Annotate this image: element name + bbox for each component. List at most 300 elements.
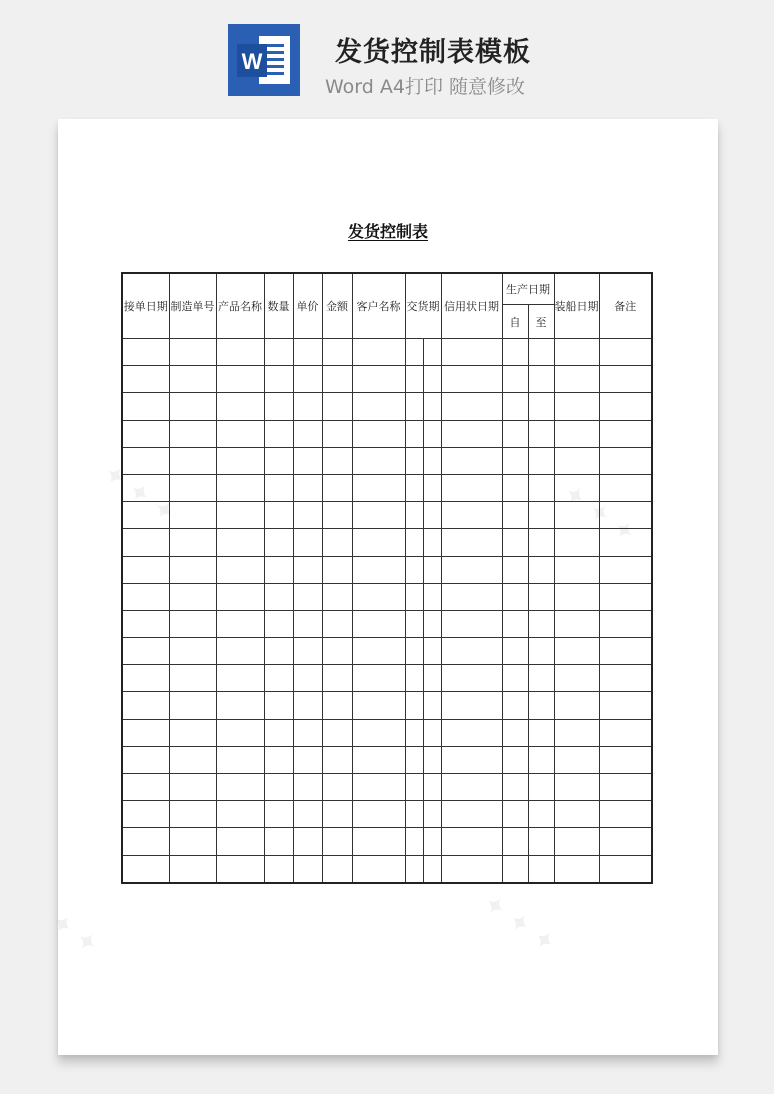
table-cell[interactable] bbox=[293, 339, 322, 366]
table-cell[interactable] bbox=[216, 583, 264, 610]
table-cell[interactable] bbox=[423, 502, 441, 529]
table-cell[interactable] bbox=[322, 665, 352, 692]
table-cell[interactable] bbox=[502, 447, 528, 474]
table-cell[interactable] bbox=[554, 556, 599, 583]
table-cell[interactable] bbox=[169, 339, 216, 366]
table-cell[interactable] bbox=[169, 447, 216, 474]
table-cell[interactable] bbox=[502, 746, 528, 773]
table-cell[interactable] bbox=[528, 366, 554, 393]
table-cell[interactable] bbox=[554, 366, 599, 393]
table-cell[interactable] bbox=[599, 393, 652, 420]
table-cell[interactable] bbox=[554, 610, 599, 637]
table-cell[interactable] bbox=[293, 828, 322, 855]
table-cell[interactable] bbox=[423, 692, 441, 719]
table-cell[interactable] bbox=[423, 447, 441, 474]
table-cell[interactable] bbox=[264, 719, 293, 746]
table-cell[interactable] bbox=[423, 583, 441, 610]
table-cell[interactable] bbox=[216, 393, 264, 420]
table-cell[interactable] bbox=[441, 529, 502, 556]
table-cell[interactable] bbox=[264, 801, 293, 828]
table-cell[interactable] bbox=[169, 665, 216, 692]
table-cell[interactable] bbox=[122, 556, 169, 583]
shipping-control-table bbox=[121, 272, 653, 884]
table-cell[interactable] bbox=[352, 393, 405, 420]
table-cell[interactable] bbox=[122, 665, 169, 692]
table-cell[interactable] bbox=[502, 719, 528, 746]
table-cell[interactable] bbox=[502, 692, 528, 719]
table-cell[interactable] bbox=[441, 393, 502, 420]
table-cell[interactable] bbox=[405, 692, 423, 719]
table-cell[interactable] bbox=[599, 339, 652, 366]
table-cell[interactable] bbox=[528, 746, 554, 773]
table-cell[interactable] bbox=[216, 502, 264, 529]
table-cell[interactable] bbox=[599, 610, 652, 637]
table-cell[interactable] bbox=[528, 638, 554, 665]
table-cell[interactable] bbox=[423, 529, 441, 556]
table-cell[interactable] bbox=[264, 746, 293, 773]
table-cell[interactable] bbox=[502, 556, 528, 583]
table-cell[interactable] bbox=[599, 774, 652, 801]
table-cell[interactable] bbox=[322, 583, 352, 610]
table-cell[interactable] bbox=[528, 583, 554, 610]
table-cell[interactable] bbox=[405, 502, 423, 529]
table-cell[interactable] bbox=[405, 665, 423, 692]
table-cell[interactable] bbox=[502, 583, 528, 610]
table-cell[interactable] bbox=[502, 665, 528, 692]
table-cell[interactable] bbox=[502, 393, 528, 420]
table-row bbox=[122, 474, 652, 501]
table-cell[interactable] bbox=[502, 638, 528, 665]
table-cell[interactable] bbox=[322, 638, 352, 665]
table-cell[interactable] bbox=[352, 665, 405, 692]
table-cell[interactable] bbox=[554, 474, 599, 501]
table-cell[interactable] bbox=[322, 774, 352, 801]
page-subtitle: Word A4打印 随意修改 bbox=[325, 76, 526, 98]
table-cell[interactable] bbox=[122, 339, 169, 366]
table-cell[interactable] bbox=[264, 529, 293, 556]
watermark: ✦ ✦ bbox=[44, 906, 104, 962]
table-cell[interactable] bbox=[122, 855, 169, 883]
table-cell[interactable] bbox=[599, 719, 652, 746]
table-cell[interactable] bbox=[441, 719, 502, 746]
table-cell[interactable] bbox=[169, 393, 216, 420]
table-cell[interactable] bbox=[405, 610, 423, 637]
table-cell[interactable] bbox=[423, 339, 441, 366]
table-cell[interactable] bbox=[405, 447, 423, 474]
watermark: ✦ ✦ ✦ bbox=[96, 458, 182, 530]
table-cell[interactable] bbox=[528, 692, 554, 719]
table-cell[interactable] bbox=[405, 474, 423, 501]
table-cell[interactable] bbox=[169, 801, 216, 828]
table-cell[interactable] bbox=[352, 474, 405, 501]
table-cell[interactable] bbox=[405, 801, 423, 828]
table-cell[interactable] bbox=[293, 801, 322, 828]
table-cell[interactable] bbox=[322, 529, 352, 556]
table-cell[interactable] bbox=[423, 556, 441, 583]
table-cell[interactable] bbox=[599, 746, 652, 773]
table-cell[interactable] bbox=[599, 801, 652, 828]
table-cell[interactable] bbox=[264, 610, 293, 637]
table-cell[interactable] bbox=[264, 474, 293, 501]
table-cell[interactable] bbox=[528, 719, 554, 746]
table-cell[interactable] bbox=[441, 583, 502, 610]
table-cell[interactable] bbox=[528, 855, 554, 883]
table-cell[interactable] bbox=[216, 339, 264, 366]
table-cell[interactable] bbox=[293, 719, 322, 746]
table-row bbox=[122, 529, 652, 556]
table-cell[interactable] bbox=[599, 474, 652, 501]
table-cell[interactable] bbox=[554, 339, 599, 366]
table-cell[interactable] bbox=[502, 855, 528, 883]
table-cell[interactable] bbox=[352, 447, 405, 474]
table-cell[interactable] bbox=[122, 774, 169, 801]
table-cell[interactable] bbox=[322, 393, 352, 420]
table-cell[interactable] bbox=[423, 719, 441, 746]
table-cell[interactable] bbox=[405, 583, 423, 610]
table-cell[interactable] bbox=[502, 774, 528, 801]
table-cell[interactable] bbox=[293, 529, 322, 556]
table-cell[interactable] bbox=[264, 447, 293, 474]
table-cell[interactable] bbox=[293, 583, 322, 610]
table-cell[interactable] bbox=[352, 420, 405, 447]
table-cell[interactable] bbox=[405, 420, 423, 447]
table-cell[interactable] bbox=[528, 801, 554, 828]
table-cell[interactable] bbox=[264, 855, 293, 883]
table-cell[interactable] bbox=[352, 529, 405, 556]
table-cell[interactable] bbox=[216, 719, 264, 746]
table-cell[interactable] bbox=[554, 447, 599, 474]
table-cell[interactable] bbox=[322, 855, 352, 883]
table-cell[interactable] bbox=[405, 529, 423, 556]
table-cell[interactable] bbox=[264, 638, 293, 665]
table-cell[interactable] bbox=[502, 420, 528, 447]
table-cell[interactable] bbox=[322, 502, 352, 529]
table-cell[interactable] bbox=[502, 529, 528, 556]
table-cell[interactable] bbox=[352, 610, 405, 637]
table-cell[interactable] bbox=[216, 746, 264, 773]
table-cell[interactable] bbox=[423, 665, 441, 692]
table-cell[interactable] bbox=[554, 502, 599, 529]
table-cell[interactable] bbox=[528, 610, 554, 637]
table-cell[interactable] bbox=[599, 502, 652, 529]
table-cell[interactable] bbox=[441, 420, 502, 447]
table-cell[interactable] bbox=[599, 828, 652, 855]
table-cell[interactable] bbox=[502, 610, 528, 637]
table-cell[interactable] bbox=[528, 774, 554, 801]
table-cell[interactable] bbox=[554, 529, 599, 556]
table-cell[interactable] bbox=[405, 339, 423, 366]
table-cell[interactable] bbox=[122, 529, 169, 556]
table-cell[interactable] bbox=[169, 774, 216, 801]
table-cell[interactable] bbox=[502, 366, 528, 393]
table-cell[interactable] bbox=[528, 420, 554, 447]
table-cell[interactable] bbox=[216, 638, 264, 665]
table-row bbox=[122, 502, 652, 529]
table-cell[interactable] bbox=[423, 746, 441, 773]
table-row bbox=[122, 583, 652, 610]
table-cell[interactable] bbox=[528, 828, 554, 855]
table-cell[interactable] bbox=[423, 855, 441, 883]
table-cell[interactable] bbox=[441, 502, 502, 529]
table-cell[interactable] bbox=[502, 339, 528, 366]
col-subheader-from: 自 bbox=[502, 305, 528, 339]
table-cell[interactable] bbox=[122, 719, 169, 746]
table-cell[interactable] bbox=[441, 665, 502, 692]
table-cell[interactable] bbox=[216, 447, 264, 474]
table-cell[interactable] bbox=[405, 828, 423, 855]
table-cell[interactable] bbox=[528, 502, 554, 529]
table-row bbox=[122, 339, 652, 366]
table-cell[interactable] bbox=[264, 692, 293, 719]
table-cell[interactable] bbox=[528, 556, 554, 583]
table-cell[interactable] bbox=[554, 801, 599, 828]
table-cell[interactable] bbox=[122, 474, 169, 501]
table-cell[interactable] bbox=[122, 801, 169, 828]
table-cell[interactable] bbox=[293, 420, 322, 447]
table-cell[interactable] bbox=[554, 746, 599, 773]
table-cell[interactable] bbox=[599, 692, 652, 719]
table-cell[interactable] bbox=[502, 502, 528, 529]
table-cell[interactable] bbox=[423, 366, 441, 393]
table-cell[interactable] bbox=[293, 855, 322, 883]
table-cell[interactable] bbox=[554, 855, 599, 883]
table-cell[interactable] bbox=[352, 746, 405, 773]
col-header: 产品名称 bbox=[216, 273, 264, 339]
table-cell[interactable] bbox=[169, 828, 216, 855]
col-header: 接单日期 bbox=[122, 273, 169, 339]
table-cell[interactable] bbox=[264, 774, 293, 801]
table-cell[interactable] bbox=[264, 665, 293, 692]
table-cell[interactable] bbox=[599, 447, 652, 474]
table-cell[interactable] bbox=[216, 610, 264, 637]
table-cell[interactable] bbox=[122, 746, 169, 773]
table-cell[interactable] bbox=[122, 692, 169, 719]
table-cell[interactable] bbox=[441, 610, 502, 637]
table-cell[interactable] bbox=[441, 638, 502, 665]
table-cell[interactable] bbox=[441, 339, 502, 366]
table-cell[interactable] bbox=[169, 855, 216, 883]
table-cell[interactable] bbox=[122, 638, 169, 665]
table-cell[interactable] bbox=[122, 828, 169, 855]
table-cell[interactable] bbox=[169, 366, 216, 393]
table-cell[interactable] bbox=[122, 420, 169, 447]
table-cell[interactable] bbox=[599, 366, 652, 393]
table-cell[interactable] bbox=[352, 556, 405, 583]
watermark: ✦ ✦ ✦ bbox=[476, 888, 562, 960]
table-cell[interactable] bbox=[441, 774, 502, 801]
table-cell[interactable] bbox=[441, 746, 502, 773]
table-cell[interactable] bbox=[169, 474, 216, 501]
table-cell[interactable] bbox=[405, 719, 423, 746]
table-cell[interactable] bbox=[122, 502, 169, 529]
table-cell[interactable] bbox=[322, 366, 352, 393]
table-cell[interactable] bbox=[322, 447, 352, 474]
table-cell[interactable] bbox=[441, 855, 502, 883]
table-cell[interactable] bbox=[293, 774, 322, 801]
table-cell[interactable] bbox=[216, 692, 264, 719]
table-cell[interactable] bbox=[599, 529, 652, 556]
table-cell[interactable] bbox=[352, 692, 405, 719]
table-cell[interactable] bbox=[293, 447, 322, 474]
word-icon bbox=[228, 24, 300, 96]
table-cell[interactable] bbox=[554, 692, 599, 719]
table-cell[interactable] bbox=[169, 746, 216, 773]
table-cell[interactable] bbox=[352, 583, 405, 610]
table-cell[interactable] bbox=[122, 583, 169, 610]
table-cell[interactable] bbox=[169, 638, 216, 665]
table-cell[interactable] bbox=[322, 801, 352, 828]
table-cell[interactable] bbox=[554, 393, 599, 420]
table-cell[interactable] bbox=[293, 556, 322, 583]
watermark: ✦ ✦ ✦ bbox=[556, 478, 642, 550]
table-row bbox=[122, 556, 652, 583]
table-cell[interactable] bbox=[322, 420, 352, 447]
table-cell[interactable] bbox=[293, 502, 322, 529]
table-cell[interactable] bbox=[169, 556, 216, 583]
table-cell[interactable] bbox=[322, 610, 352, 637]
table-cell[interactable] bbox=[599, 665, 652, 692]
table-cell[interactable] bbox=[352, 828, 405, 855]
table-cell[interactable] bbox=[293, 474, 322, 501]
table-cell[interactable] bbox=[352, 502, 405, 529]
table-cell[interactable] bbox=[352, 774, 405, 801]
table-cell[interactable] bbox=[554, 828, 599, 855]
table-cell[interactable] bbox=[599, 583, 652, 610]
table-cell[interactable] bbox=[441, 447, 502, 474]
table-cell[interactable] bbox=[264, 556, 293, 583]
table-cell[interactable] bbox=[216, 855, 264, 883]
table-cell[interactable] bbox=[322, 828, 352, 855]
table-cell[interactable] bbox=[528, 393, 554, 420]
table-cell[interactable] bbox=[554, 774, 599, 801]
table-cell[interactable] bbox=[554, 638, 599, 665]
table-cell[interactable] bbox=[322, 746, 352, 773]
table-cell[interactable] bbox=[216, 665, 264, 692]
table-cell[interactable] bbox=[169, 420, 216, 447]
table-cell[interactable] bbox=[405, 855, 423, 883]
table-cell[interactable] bbox=[352, 719, 405, 746]
table-cell[interactable] bbox=[441, 828, 502, 855]
table-cell[interactable] bbox=[405, 774, 423, 801]
table-cell[interactable] bbox=[352, 801, 405, 828]
table-cell[interactable] bbox=[169, 692, 216, 719]
table-cell[interactable] bbox=[441, 556, 502, 583]
table-cell[interactable] bbox=[293, 746, 322, 773]
table-cell[interactable] bbox=[405, 638, 423, 665]
table-cell[interactable] bbox=[122, 366, 169, 393]
table-cell[interactable] bbox=[352, 366, 405, 393]
table-cell[interactable] bbox=[441, 366, 502, 393]
table-cell[interactable] bbox=[405, 393, 423, 420]
table-cell[interactable] bbox=[554, 420, 599, 447]
table-cell[interactable] bbox=[264, 828, 293, 855]
table-cell[interactable] bbox=[293, 366, 322, 393]
table-cell[interactable] bbox=[322, 692, 352, 719]
table-cell[interactable] bbox=[322, 719, 352, 746]
table-cell[interactable] bbox=[528, 339, 554, 366]
table-cell[interactable] bbox=[169, 502, 216, 529]
table-cell[interactable] bbox=[423, 420, 441, 447]
table-cell[interactable] bbox=[441, 474, 502, 501]
table-row bbox=[122, 828, 652, 855]
table-cell[interactable] bbox=[554, 583, 599, 610]
table-cell[interactable] bbox=[264, 339, 293, 366]
table-cell[interactable] bbox=[169, 583, 216, 610]
table-cell[interactable] bbox=[528, 665, 554, 692]
table-cell[interactable] bbox=[405, 366, 423, 393]
table-cell[interactable] bbox=[423, 610, 441, 637]
table-cell[interactable] bbox=[528, 529, 554, 556]
table-cell[interactable] bbox=[352, 638, 405, 665]
table-cell[interactable] bbox=[405, 556, 423, 583]
table-cell[interactable] bbox=[423, 801, 441, 828]
table-cell[interactable] bbox=[554, 719, 599, 746]
table-cell[interactable] bbox=[322, 556, 352, 583]
table-cell[interactable] bbox=[441, 801, 502, 828]
col-header-production: 生产日期 bbox=[502, 273, 554, 305]
table-cell[interactable] bbox=[554, 665, 599, 692]
table-cell[interactable] bbox=[322, 474, 352, 501]
table-cell[interactable] bbox=[264, 393, 293, 420]
table-cell[interactable] bbox=[169, 719, 216, 746]
table-cell[interactable] bbox=[216, 366, 264, 393]
table-cell[interactable] bbox=[293, 665, 322, 692]
table-cell[interactable] bbox=[264, 502, 293, 529]
table-cell[interactable] bbox=[528, 447, 554, 474]
table-cell[interactable] bbox=[293, 393, 322, 420]
table-cell[interactable] bbox=[423, 638, 441, 665]
table-cell[interactable] bbox=[599, 556, 652, 583]
table-cell[interactable] bbox=[264, 420, 293, 447]
table-cell[interactable] bbox=[502, 801, 528, 828]
table-cell[interactable] bbox=[216, 828, 264, 855]
table-cell[interactable] bbox=[216, 420, 264, 447]
table-cell[interactable] bbox=[599, 638, 652, 665]
table-cell[interactable] bbox=[122, 447, 169, 474]
table-cell[interactable] bbox=[293, 610, 322, 637]
table-cell[interactable] bbox=[169, 610, 216, 637]
table-cell[interactable] bbox=[423, 474, 441, 501]
table-cell[interactable] bbox=[216, 556, 264, 583]
table-cell[interactable] bbox=[216, 801, 264, 828]
table-cell[interactable] bbox=[122, 393, 169, 420]
table-cell[interactable] bbox=[423, 828, 441, 855]
table-cell[interactable] bbox=[169, 529, 216, 556]
table-cell[interactable] bbox=[352, 339, 405, 366]
table-cell[interactable] bbox=[264, 583, 293, 610]
table-cell[interactable] bbox=[322, 339, 352, 366]
table-cell[interactable] bbox=[599, 420, 652, 447]
table-cell[interactable] bbox=[528, 474, 554, 501]
table-cell[interactable] bbox=[352, 855, 405, 883]
table-cell[interactable] bbox=[599, 855, 652, 883]
table-cell[interactable] bbox=[216, 774, 264, 801]
table-cell[interactable] bbox=[441, 692, 502, 719]
page-title: 发货控制表模板 bbox=[335, 37, 531, 68]
table-cell[interactable] bbox=[216, 529, 264, 556]
table-cell[interactable] bbox=[423, 774, 441, 801]
col-header: 交货期 bbox=[405, 273, 441, 339]
table-cell[interactable] bbox=[216, 474, 264, 501]
table-cell[interactable] bbox=[293, 692, 322, 719]
table-cell[interactable] bbox=[502, 828, 528, 855]
table-cell[interactable] bbox=[405, 746, 423, 773]
table-cell[interactable] bbox=[502, 474, 528, 501]
table-cell[interactable] bbox=[264, 366, 293, 393]
table-cell[interactable] bbox=[423, 393, 441, 420]
table-cell[interactable] bbox=[293, 638, 322, 665]
table-cell[interactable] bbox=[122, 610, 169, 637]
